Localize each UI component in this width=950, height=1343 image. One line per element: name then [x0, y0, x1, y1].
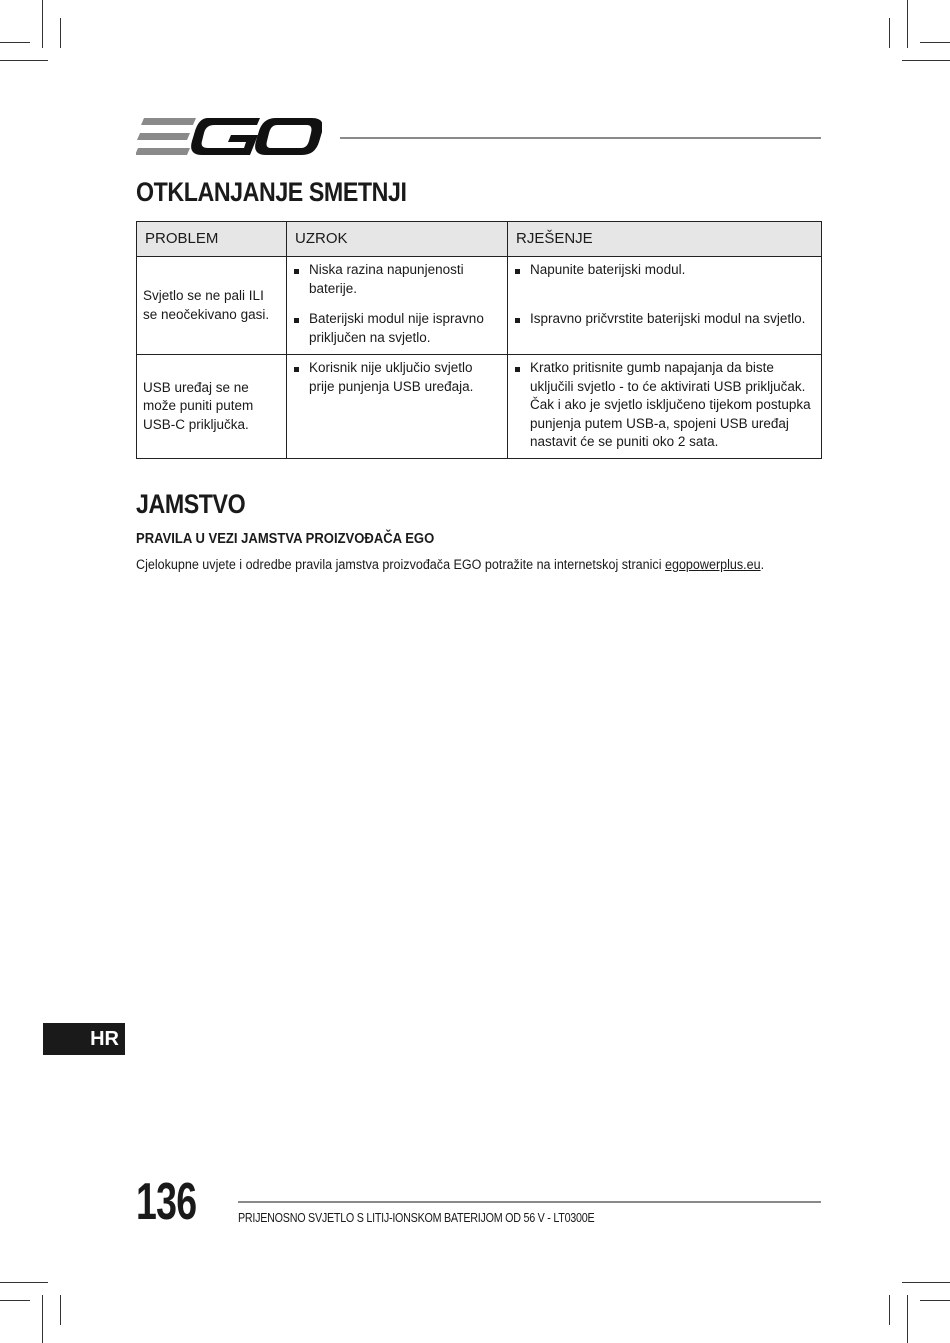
crop-mark	[889, 1295, 890, 1325]
crop-mark	[42, 1295, 43, 1343]
table-row	[137, 257, 822, 355]
crop-mark	[889, 18, 890, 48]
problem-cell: Svjetlo se ne pali ILI se neočekivano gasi.	[137, 257, 287, 355]
header-rule	[340, 137, 821, 139]
warranty-text	[136, 557, 764, 572]
crop-mark	[920, 1300, 950, 1301]
crop-mark	[902, 60, 950, 61]
warranty-link[interactable]: egopowerplus.eu	[664, 557, 761, 572]
troubleshooting-table	[136, 221, 822, 459]
cause-cell	[287, 257, 508, 355]
header-solution: RJEŠENJE	[508, 222, 822, 257]
table-row	[137, 355, 822, 459]
crop-mark	[920, 42, 950, 43]
warranty-text-end: .	[760, 557, 765, 572]
list-item: Napunite baterijski modul.	[514, 261, 815, 280]
list-item: Baterijski modul nije ispravno priključen na svjetlo.	[293, 310, 501, 347]
crop-mark	[907, 1295, 908, 1343]
header-problem: PROBLEM	[137, 222, 287, 257]
warranty-subtitle: PRAVILA U VEZI JAMSTVA PROIZVOĐAČA EGO	[136, 531, 435, 547]
warranty-title: JAMSTVO	[136, 489, 246, 519]
list-item: Niska razina napunjenosti baterije.	[293, 261, 501, 298]
language-tab: HR	[43, 1023, 125, 1055]
crop-mark	[42, 0, 43, 48]
crop-mark	[0, 1300, 30, 1301]
solution-cell	[508, 257, 822, 355]
table-header-row	[137, 222, 822, 257]
crop-mark	[0, 42, 30, 43]
crop-mark	[907, 0, 908, 48]
problem-cell: USB uređaj se ne može puniti putem USB-C priključka.	[137, 355, 287, 459]
solution-cell	[508, 355, 822, 459]
crop-mark	[60, 18, 61, 48]
list-item: Ispravno pričvrstite baterijski modul na svjetlo.	[514, 310, 815, 329]
footer-text: PRIJENOSNO SVJETLO S LITIJ-IONSKOM BATERIJOM OD 56 V - LT0300E	[238, 1211, 595, 1225]
list-item: Korisnik nije uključio svjetlo prije punjenja USB uređaja.	[293, 359, 501, 396]
cause-cell	[287, 355, 508, 459]
page-number: 136	[136, 1173, 197, 1231]
crop-mark	[902, 1282, 950, 1283]
header-cause: UZROK	[287, 222, 508, 257]
crop-mark	[60, 1295, 61, 1325]
troubleshooting-title: OTKLANJANJE SMETNJI	[136, 177, 407, 207]
crop-mark	[0, 60, 48, 61]
warranty-text-body: Cjelokupne uvjete i odredbe pravila jamstva proizvođača EGO potražite na internetskoj stranici	[136, 557, 665, 572]
ego-logo	[136, 114, 322, 160]
list-item: Kratko pritisnite gumb napajanja da biste uključili svjetlo - to će aktivirati USB priključak. Čak i ako je svjetlo isključeno tijekom postupka punjenja putem USB-a, spojeni USB uređaj nastavit će se puniti oko 2 sata.	[514, 359, 815, 452]
crop-mark	[0, 1282, 48, 1283]
footer-rule	[238, 1201, 821, 1203]
